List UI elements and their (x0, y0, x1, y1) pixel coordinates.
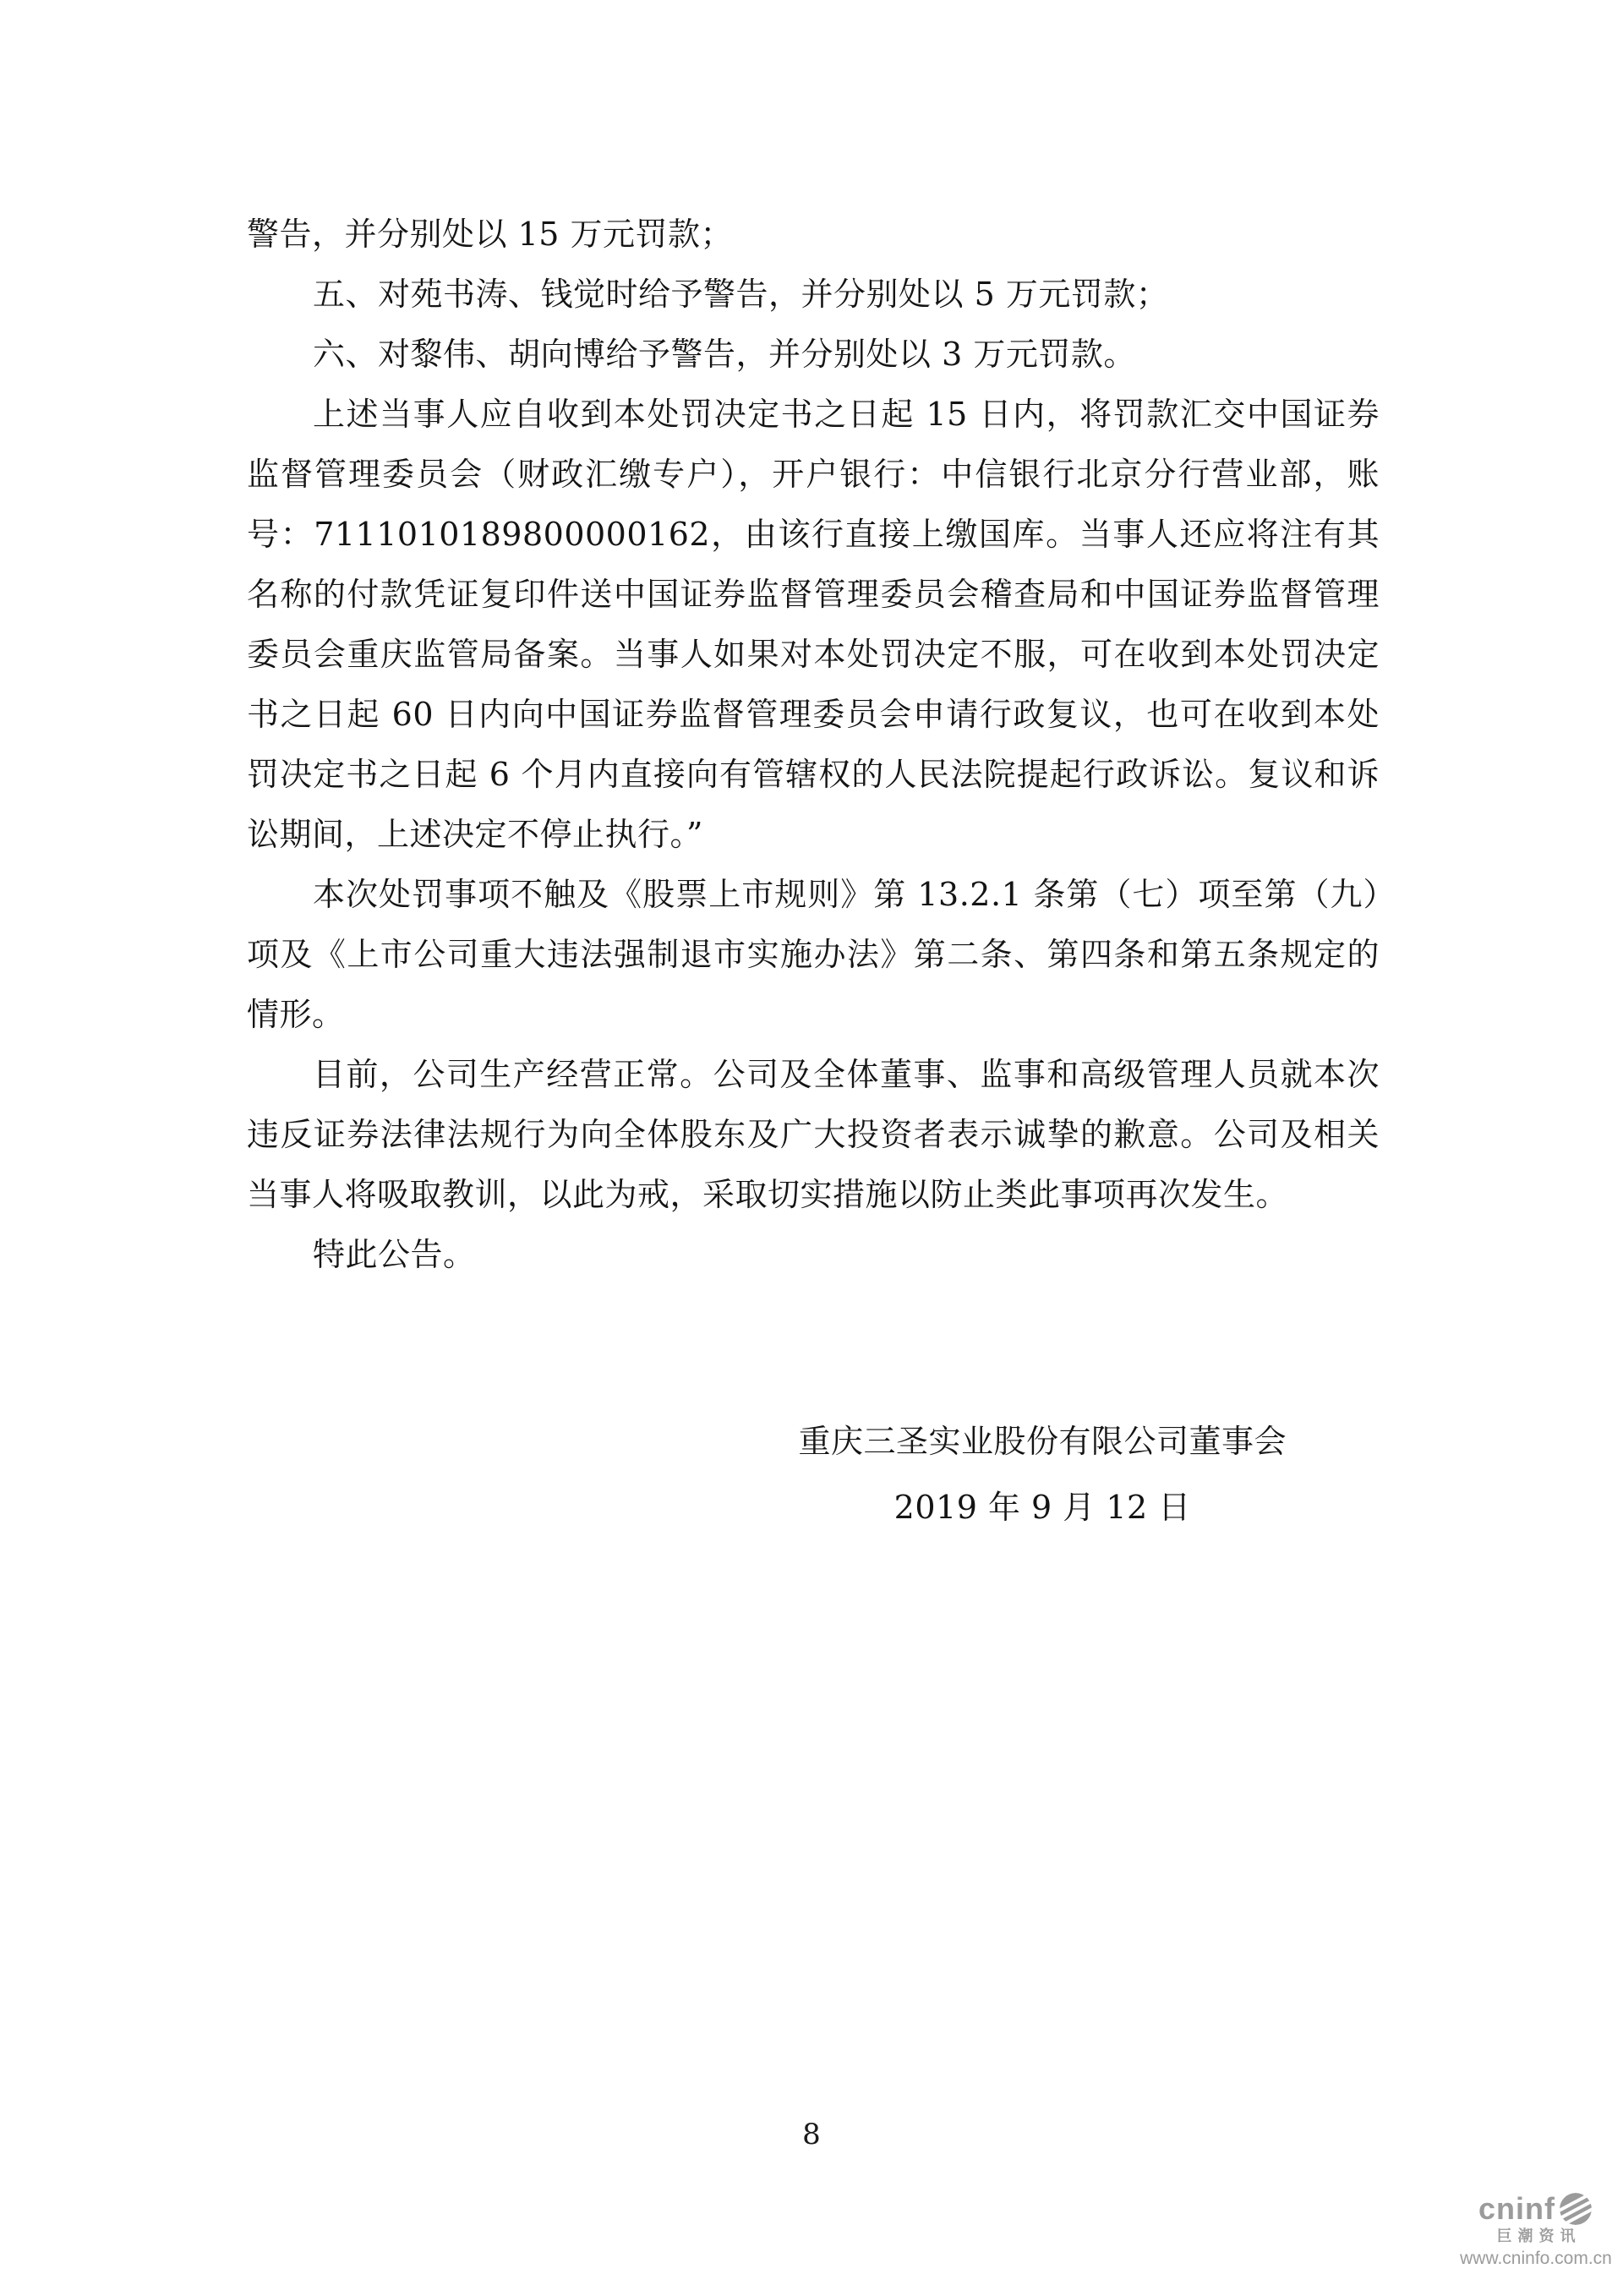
document-body (247, 205, 1380, 1540)
page-number: 8 (802, 2118, 821, 2151)
paragraph: 警告，并分别处以 15 万元罚款； (247, 216, 734, 253)
paragraph: 目前，公司生产经营正常。公司及全体董事、监事和高级管理人员就本次违反证券法律法规行为向全体股东及广大投资者表示诚挚的歉意。公司及相关当事人将吸取教训，以此为戒，采取切实措施以防止类此事项再次发生。 (247, 1056, 1380, 1213)
cninfo-brand-chinese: 巨潮资讯 (1496, 2228, 1582, 2245)
signature-block (798, 1408, 1287, 1540)
paragraph: 本次处罚事项不触及《股票上市规则》第 13.2.1 条第（七）项至第（九）项及《上市公司重大违法强制退市实施办法》第二条、第四条和第五条规定的情形。 (247, 876, 1380, 1033)
signature-company: 重庆三圣实业股份有限公司董事会 (798, 1423, 1287, 1460)
paragraph: 特此公告。 (313, 1236, 476, 1273)
globe-icon (1558, 2191, 1593, 2227)
cninfo-brand-text: cninf (1478, 2191, 1555, 2226)
cninfo-url: www.cninfo.com.cn (1460, 2249, 1612, 2268)
paragraph: 上述当事人应自收到本处罚决定书之日起 15 日内，将罚款汇交中国证券监督管理委员会（财政汇缴专户），开户银行：中信银行北京分行营业部，账号：7111010189800000162，由该行直接上缴国库。当事人还应将注有其名称的付款凭证复印件送中国证券监督管理委员会稽查局和中国证券监督管理委员会重庆监管局备案。当事人如果对本处罚决定不服，可在收到本处罚决定书之日起 60 日内向中国证券监督管理委员会申请行政复议，也可在收到本处罚决定书之日起 6 个月内直接向有管辖权的人民法院提起行政诉讼。复议和诉讼期间，上述决定不停止执行。” (247, 396, 1380, 853)
signature-date: 2019 年 9 月 12 日 (893, 1489, 1191, 1526)
cninfo-logo-row (1457, 2191, 1615, 2227)
cninfo-watermark (1457, 2191, 1615, 2269)
paragraph: 五、对苑书涛、钱觉时给予警告，并分别处以 5 万元罚款； (313, 276, 1169, 313)
paragraph: 六、对黎伟、胡向博给予警告，并分别处以 3 万元罚款。 (313, 336, 1136, 373)
